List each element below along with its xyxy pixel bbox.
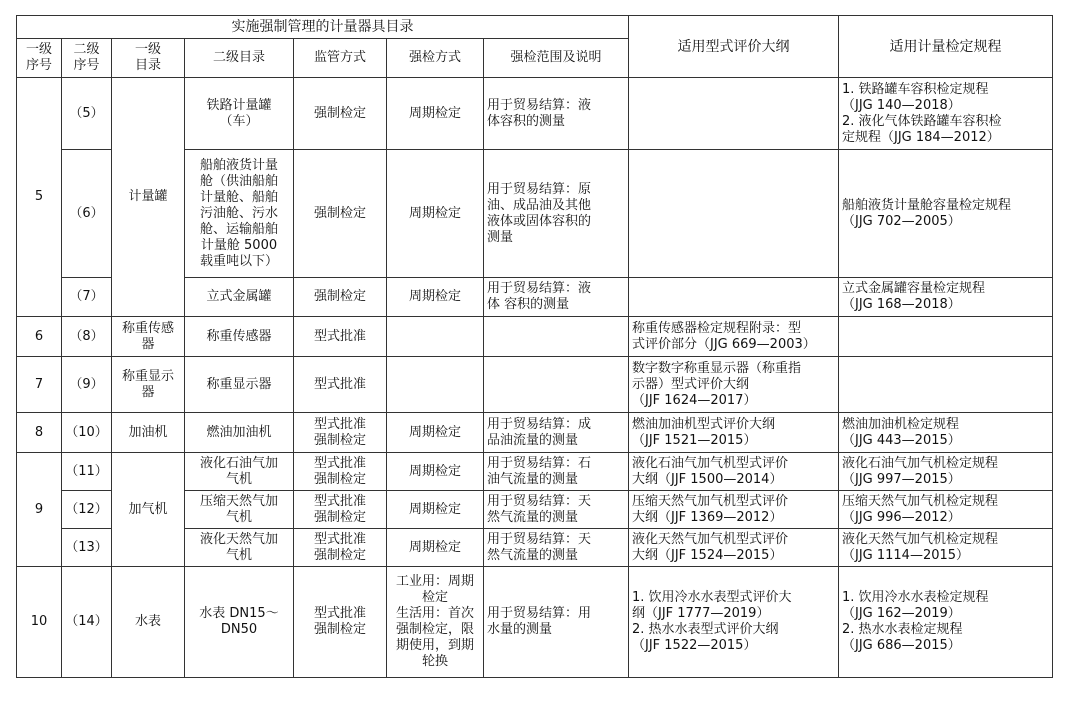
cell-scope: 用于贸易结算：成 品油流量的测量 bbox=[484, 413, 629, 453]
cell-scope bbox=[484, 357, 629, 413]
header-l2-no: 二级 序号 bbox=[62, 39, 112, 78]
cell-l2-no: （6） bbox=[62, 150, 112, 278]
cell-inspection: 周期检定 bbox=[387, 150, 484, 278]
cell-l2-dir: 燃油加油机 bbox=[185, 413, 294, 453]
cell-l1-dir: 水表 bbox=[112, 567, 185, 678]
cell-l2-no: （8） bbox=[62, 317, 112, 357]
cell-verification: 船舶液货计量舱容量检定规程 （JJG 702—2005） bbox=[839, 150, 1053, 278]
header-supervision: 监管方式 bbox=[294, 39, 387, 78]
cell-l2-dir: 压缩天然气加 气机 bbox=[185, 491, 294, 529]
cell-l2-no: （12） bbox=[62, 491, 112, 529]
header-l2-dir: 二级目录 bbox=[185, 39, 294, 78]
header-l1-dir: 一级 目录 bbox=[112, 39, 185, 78]
cell-scope: 用于贸易结算：原 油、成品油及其他 液体或固体容积的 测量 bbox=[484, 150, 629, 278]
cell-l1-no: 5 bbox=[17, 78, 62, 317]
cell-l2-dir: 船舶液货计量 舱（供油船舶 计量舱、船舶 污油舱、污水 舱、运输船舶 计量舱 5000 载重吨以下） bbox=[185, 150, 294, 278]
cell-scope: 用于贸易结算：液 体容积的测量 bbox=[484, 78, 629, 150]
cell-l2-dir: 液化天然气加 气机 bbox=[185, 529, 294, 567]
table-row bbox=[17, 567, 1053, 678]
cell-l2-no: （13） bbox=[62, 529, 112, 567]
cell-verification bbox=[839, 357, 1053, 413]
cell-l2-no: （5） bbox=[62, 78, 112, 150]
header-verification: 适用计量检定规程 bbox=[839, 16, 1053, 78]
cell-supervision: 型式批准 bbox=[294, 357, 387, 413]
cell-verification bbox=[839, 317, 1053, 357]
cell-verification: 压缩天然气加气机检定规程 （JJG 996—2012） bbox=[839, 491, 1053, 529]
cell-l1-dir: 加油机 bbox=[112, 413, 185, 453]
cell-l2-no: （9） bbox=[62, 357, 112, 413]
cell-supervision: 型式批准 强制检定 bbox=[294, 567, 387, 678]
header-scope: 强检范围及说明 bbox=[484, 39, 629, 78]
cell-l2-dir: 水表 DN15～ DN50 bbox=[185, 567, 294, 678]
cell-l2-dir: 称重传感器 bbox=[185, 317, 294, 357]
cell-verification: 立式金属罐容量检定规程 （JJG 168—2018） bbox=[839, 278, 1053, 317]
cell-l2-no: （14） bbox=[62, 567, 112, 678]
cell-type-eval: 数字数字称重显示器（称重指 示器）型式评价大纲 （JJF 1624—2017） bbox=[629, 357, 839, 413]
cell-l2-no: （7） bbox=[62, 278, 112, 317]
cell-l1-no: 8 bbox=[17, 413, 62, 453]
cell-type-eval: 液化石油气加气机型式评价 大纲（JJF 1500—2014） bbox=[629, 453, 839, 491]
cell-scope: 用于贸易结算：天 然气流量的测量 bbox=[484, 491, 629, 529]
table-row bbox=[17, 317, 1053, 357]
cell-scope: 用于贸易结算：石 油气流量的测量 bbox=[484, 453, 629, 491]
table-row bbox=[17, 453, 1053, 491]
cell-supervision: 强制检定 bbox=[294, 78, 387, 150]
cell-l1-no: 10 bbox=[17, 567, 62, 678]
cell-inspection bbox=[387, 317, 484, 357]
cell-scope: 用于贸易结算：用 水量的测量 bbox=[484, 567, 629, 678]
cell-supervision: 型式批准 强制检定 bbox=[294, 491, 387, 529]
cell-l1-dir: 称重传感 器 bbox=[112, 317, 185, 357]
cell-l2-dir: 铁路计量罐 （车） bbox=[185, 78, 294, 150]
cell-l1-dir: 加气机 bbox=[112, 453, 185, 567]
cell-l1-dir: 称重显示 器 bbox=[112, 357, 185, 413]
cell-verification: 1. 饮用冷水水表检定规程 （JJG 162—2019） 2. 热水水表检定规程 （JJG 686—2015） bbox=[839, 567, 1053, 678]
header-inspection: 强检方式 bbox=[387, 39, 484, 78]
cell-verification: 液化石油气加气机检定规程 （JJG 997—2015） bbox=[839, 453, 1053, 491]
cell-verification: 1. 铁路罐车容积检定规程 （JJG 140—2018） 2. 液化气体铁路罐车容积检 定规程（JJG 184—2012） bbox=[839, 78, 1053, 150]
cell-inspection: 工业用：周期 检定 生活用：首次 强制检定，限 期使用，到期 轮换 bbox=[387, 567, 484, 678]
cell-inspection: 周期检定 bbox=[387, 491, 484, 529]
cell-type-eval: 液化天然气加气机型式评价 大纲（JJF 1524—2015） bbox=[629, 529, 839, 567]
cell-supervision: 型式批准 强制检定 bbox=[294, 453, 387, 491]
cell-scope: 用于贸易结算：液 体 容积的测量 bbox=[484, 278, 629, 317]
cell-inspection: 周期检定 bbox=[387, 413, 484, 453]
catalog-table-wrapper bbox=[16, 15, 1053, 678]
table-row bbox=[17, 78, 1053, 150]
cell-type-eval: 1. 饮用冷水水表型式评价大 纲（JJF 1777—2019） 2. 热水水表型式评价大纲 （JJF 1522—2015） bbox=[629, 567, 839, 678]
cell-type-eval: 压缩天然气加气机型式评价 大纲（JJF 1369—2012） bbox=[629, 491, 839, 529]
cell-scope: 用于贸易结算：天 然气流量的测量 bbox=[484, 529, 629, 567]
cell-inspection: 周期检定 bbox=[387, 278, 484, 317]
cell-verification: 燃油加油机检定规程 （JJG 443—2015） bbox=[839, 413, 1053, 453]
cell-type-eval bbox=[629, 278, 839, 317]
cell-l2-no: （11） bbox=[62, 453, 112, 491]
cell-inspection: 周期检定 bbox=[387, 78, 484, 150]
header-l1-no: 一级 序号 bbox=[17, 39, 62, 78]
cell-l1-dir: 计量罐 bbox=[112, 78, 185, 317]
cell-supervision: 型式批准 bbox=[294, 317, 387, 357]
cell-supervision: 强制检定 bbox=[294, 150, 387, 278]
table-row bbox=[17, 413, 1053, 453]
header-type-eval: 适用型式评价大纲 bbox=[629, 16, 839, 78]
cell-type-eval: 称重传感器检定规程附录：型 式评价部分（JJG 669—2003） bbox=[629, 317, 839, 357]
cell-l1-no: 7 bbox=[17, 357, 62, 413]
cell-l2-no: （10） bbox=[62, 413, 112, 453]
cell-l1-no: 6 bbox=[17, 317, 62, 357]
table-title: 实施强制管理的计量器具目录 bbox=[17, 16, 629, 39]
cell-l2-dir: 称重显示器 bbox=[185, 357, 294, 413]
cell-type-eval: 燃油加油机型式评价大纲 （JJF 1521—2015） bbox=[629, 413, 839, 453]
cell-type-eval bbox=[629, 78, 839, 150]
cell-supervision: 型式批准 强制检定 bbox=[294, 529, 387, 567]
cell-verification: 液化天然气加气机检定规程 （JJG 1114—2015） bbox=[839, 529, 1053, 567]
cell-l2-dir: 立式金属罐 bbox=[185, 278, 294, 317]
cell-inspection: 周期检定 bbox=[387, 453, 484, 491]
cell-scope bbox=[484, 317, 629, 357]
cell-supervision: 强制检定 bbox=[294, 278, 387, 317]
table-row bbox=[17, 357, 1053, 413]
cell-l1-no: 9 bbox=[17, 453, 62, 567]
cell-supervision: 型式批准 强制检定 bbox=[294, 413, 387, 453]
catalog-table bbox=[16, 15, 1053, 678]
cell-type-eval bbox=[629, 150, 839, 278]
cell-l2-dir: 液化石油气加 气机 bbox=[185, 453, 294, 491]
cell-inspection bbox=[387, 357, 484, 413]
cell-inspection: 周期检定 bbox=[387, 529, 484, 567]
